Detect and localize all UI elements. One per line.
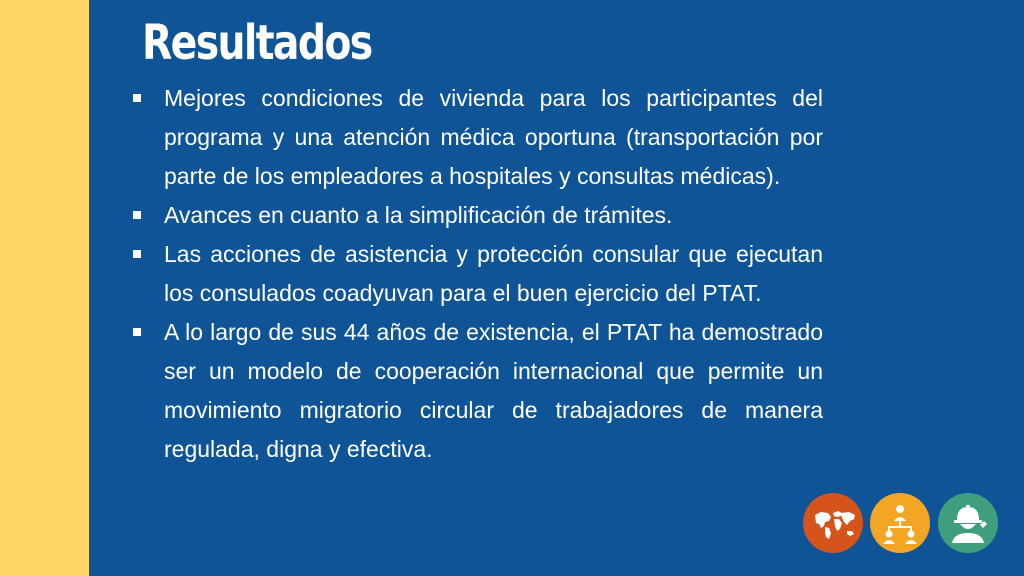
bullet-item <box>129 196 823 235</box>
bullet-text: Avances en cuanto a la simplificación de trámites. <box>164 202 673 228</box>
team-network-icon <box>870 493 930 553</box>
bullet-text: A lo largo de sus 44 años de existencia, el PTAT ha demostrado ser un modelo de cooperación internacional que permite un movimiento migratorio circular de trabajadores de manera regulada, digna y efectiva. <box>164 319 823 462</box>
bullet-list <box>129 79 823 469</box>
square-bullet-icon <box>133 211 141 219</box>
bullet-item <box>129 313 823 469</box>
accent-strip <box>0 0 89 576</box>
bullet-text: Mejores condiciones de vivienda para los participantes del programa y una atención médica oportuna (transportación por parte de los empleadores a hospitales y consultas médicas). <box>164 85 823 189</box>
worker-helmet-icon <box>938 493 998 553</box>
square-bullet-icon <box>133 328 141 336</box>
bullet-item <box>129 79 823 196</box>
bullet-text: Las acciones de asistencia y protección consular que ejecutan los consulados coadyuvan para el buen ejercicio del PTAT. <box>164 241 823 306</box>
square-bullet-icon <box>133 250 141 258</box>
square-bullet-icon <box>133 94 141 102</box>
icon-row <box>803 493 1003 555</box>
world-map-icon <box>803 493 863 553</box>
bullet-item <box>129 235 823 313</box>
slide-title: Resultados <box>142 15 372 71</box>
